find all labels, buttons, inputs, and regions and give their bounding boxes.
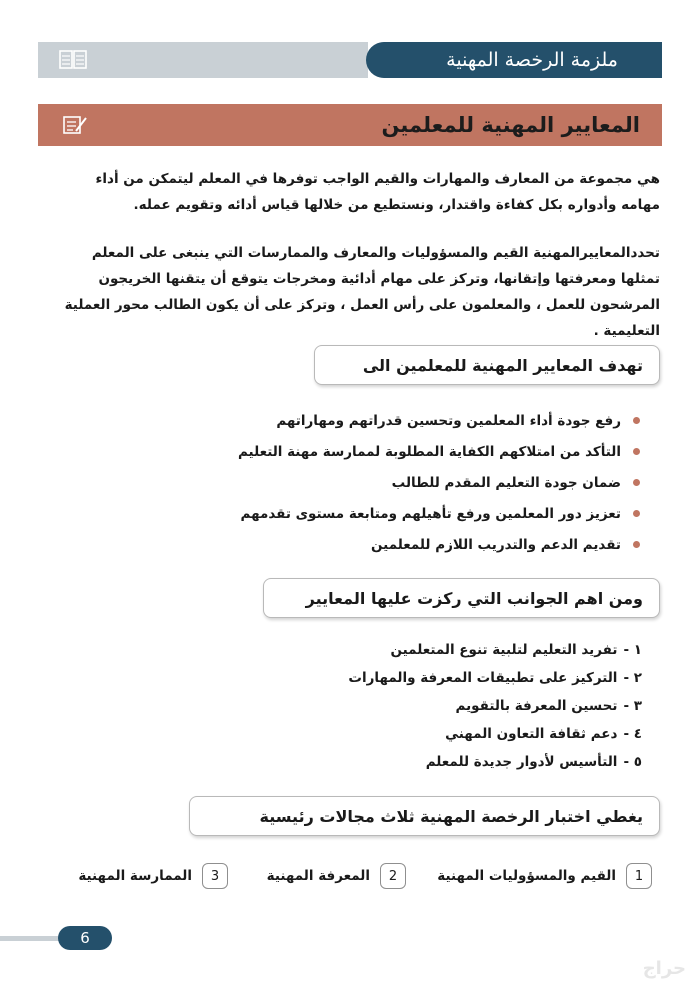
item-number: ٢ - [623, 670, 642, 686]
aspects-heading: ومن اهم الجوانب التي ركزت عليها المعايير [263, 578, 660, 618]
list-item [80, 636, 642, 664]
aspect-text: التأسيس لأدوار جديدة للمعلم [425, 754, 618, 770]
page-title: المعايير المهنية للمعلمين [38, 104, 662, 146]
goal-text: التأكد من امتلاكهم الكفاية المطلوبة لممارسة مهنة التعليم [237, 443, 621, 460]
notepad-pen-icon [62, 114, 88, 136]
aspect-text: دعم ثقافة التعاون المهني [445, 726, 618, 742]
list-item [80, 498, 640, 529]
domain-number: 1 [626, 863, 652, 889]
list-item [80, 692, 642, 720]
goal-text: تقديم الدعم والتدريب اللازم للمعلمين [371, 536, 621, 553]
goal-text: رفع جودة أداء المعلمين وتحسين قدراتهم ومهاراتهم [276, 412, 621, 429]
domain-label: الممارسة المهنية [78, 868, 192, 884]
goal-text: ضمان جودة التعليم المقدم للطالب [391, 474, 621, 491]
domain-number: 2 [380, 863, 406, 889]
aspect-text: التركيز على تطبيقات المعرفة والمهارات [348, 670, 618, 686]
definition-paragraph: هي مجموعة من المعارف والمهارات والقيم الواجب توفرها في المعلم ليتمكن من أداء مهامه وأدواره بكل كفاءة واقتدار، ونستطيع من خلالها قياس أدائه وتقويم عمله. [95, 171, 660, 213]
bullet-dot-icon [633, 448, 640, 455]
booklet-title: ملزمة الرخصة المهنية [366, 42, 662, 78]
list-item [80, 436, 640, 467]
domains-heading: يغطي اختبار الرخصة المهنية ثلاث مجالات رئيسية [189, 796, 660, 836]
list-item [80, 467, 640, 498]
bullet-dot-icon [633, 479, 640, 486]
list-item [80, 748, 642, 776]
list-item [80, 720, 642, 748]
list-item [80, 529, 640, 560]
aspect-text: تفريد التعليم لتلبية تنوع المتعلمين [390, 642, 618, 658]
aspects-list [80, 636, 642, 776]
aspect-text: تحسين المعرفة بالتقويم [455, 698, 618, 714]
goal-text: تعزيز دور المعلمين ورفع تأهيلهم ومتابعة مستوى تقدمهم [240, 505, 621, 522]
goals-list [80, 405, 640, 560]
domain-item [267, 862, 406, 890]
scope-paragraph: تحددالمعاييرالمهنية القيم والمسؤوليات والمعارف والممارسات التي ينبغى على المعلم تمثلها ومعرفتها وإتقانها، وتركز على مهام أدائية ومخرجات يتوقع أن يتقنها الخريجون المرشحون للعمل ، والمعلمون على رأس العمل ، وتركز على أن يكون الطالب محور العملية التعليمية . [64, 245, 660, 339]
domain-item [437, 862, 652, 890]
item-number: ٣ - [623, 698, 642, 714]
item-number: ١ - [623, 642, 642, 658]
page-number: 6 [58, 926, 112, 950]
bullet-dot-icon [633, 541, 640, 548]
domain-number: 3 [202, 863, 228, 889]
domain-label: المعرفة المهنية [266, 868, 370, 884]
book-icon [58, 48, 88, 72]
list-item [80, 664, 642, 692]
goals-heading: تهدف المعايير المهنية للمعلمين الى [314, 345, 660, 385]
bullet-dot-icon [633, 417, 640, 424]
item-number: ٥ - [623, 754, 642, 770]
item-number: ٤ - [623, 726, 642, 742]
list-item [80, 405, 640, 436]
domain-item [78, 862, 228, 890]
footer-line [0, 936, 60, 941]
bullet-dot-icon [633, 510, 640, 517]
domain-label: القيم والمسؤوليات المهنية [437, 868, 616, 884]
watermark: حراج [642, 958, 686, 979]
